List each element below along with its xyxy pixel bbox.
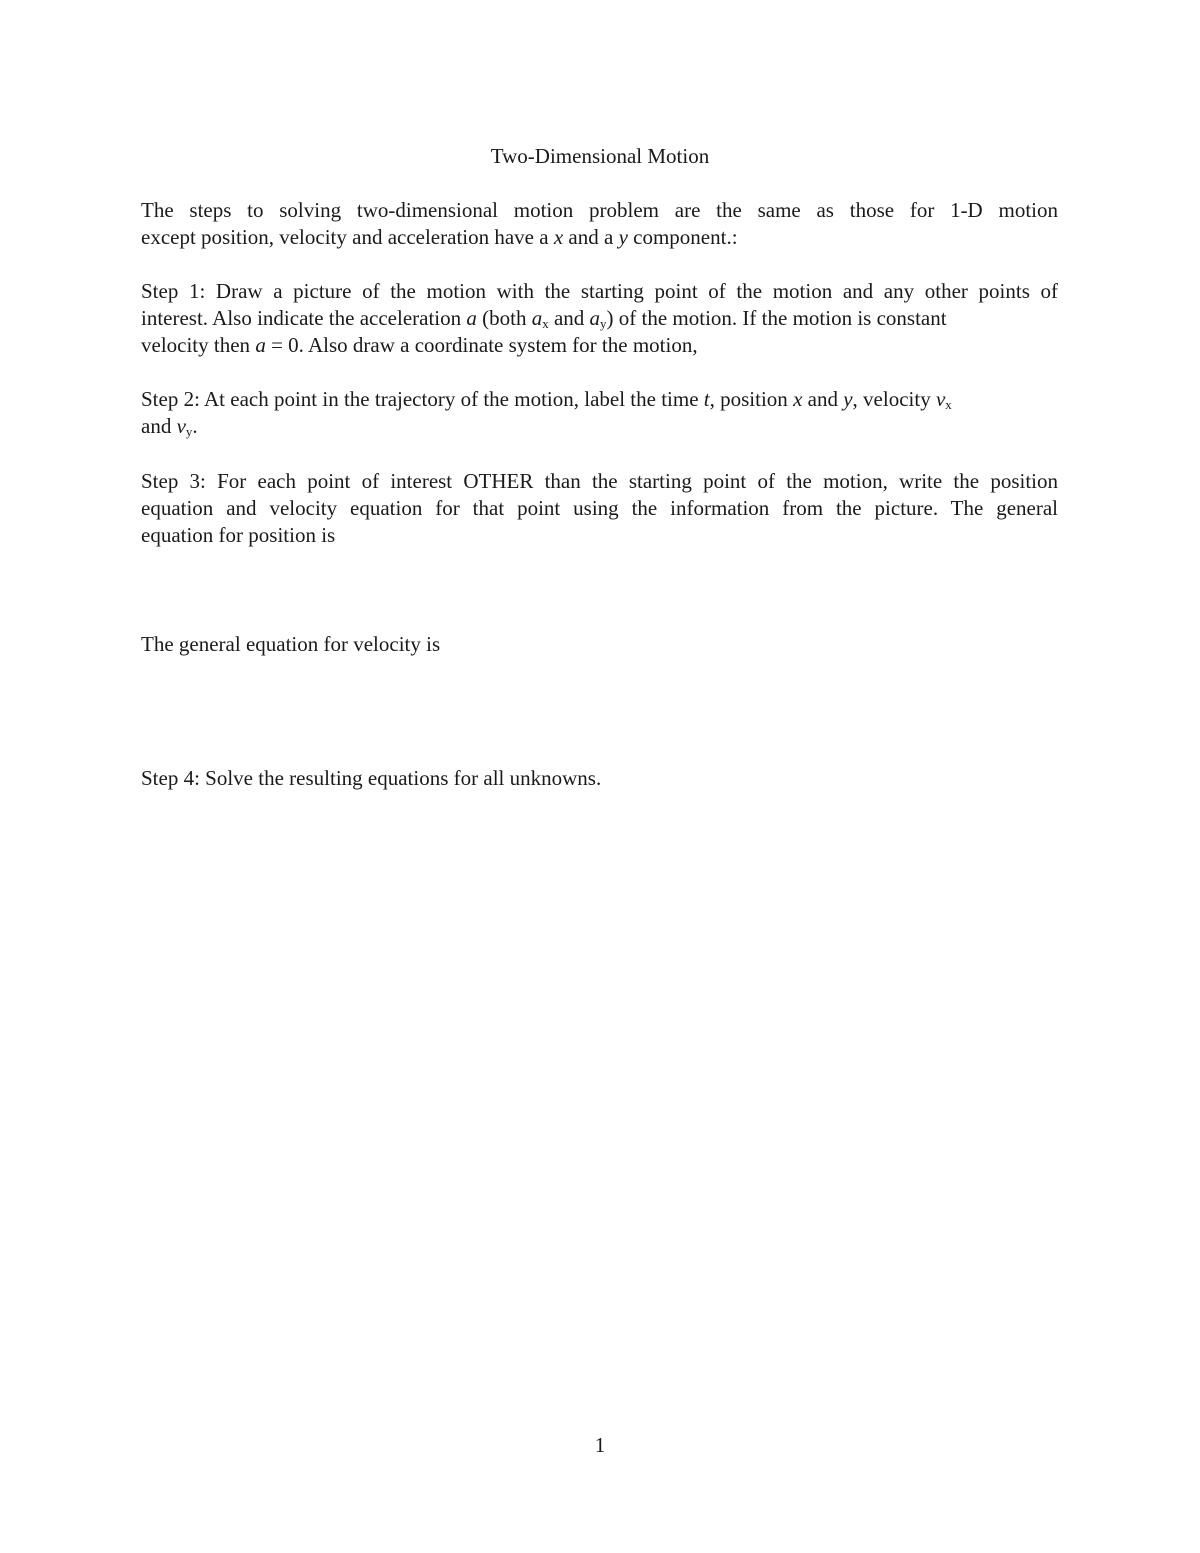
step1-text-c: and <box>548 306 590 330</box>
step2-var-y: y <box>843 387 853 411</box>
step2-var-vx: v <box>935 387 946 411</box>
step1-paragraph <box>141 278 1058 359</box>
step1-var-a: a <box>466 306 477 330</box>
intro-var-y: y <box>618 225 628 249</box>
velocity-paragraph <box>141 631 1058 658</box>
step2-line-2 <box>141 413 1058 440</box>
intro-text-c: component.: <box>627 225 738 249</box>
step2-text-a: Step 2: At each point in the trajectory of the motion, label the time <box>141 387 704 411</box>
document-title: Two-Dimensional Motion <box>490 144 710 168</box>
velocity-line: The general equation for velocity is <box>141 632 441 656</box>
step1-line-1: Step 1: Draw a picture of the motion with the starting point of the motion and any other points of <box>141 279 1058 303</box>
intro-text-a: except position, velocity and acceleration have a <box>141 225 554 249</box>
intro-line-1: The steps to solving two-dimensional motion problem are the same as those for 1-D motion <box>141 198 1058 222</box>
step2-text-b: , position <box>709 387 794 411</box>
step2-sub-x: x <box>945 397 952 412</box>
step2-text-e: and <box>141 414 177 438</box>
step1-text-b: (both <box>476 306 532 330</box>
intro-text-b: and a <box>563 225 619 249</box>
step3-line-2: equation and velocity equation for that point using the information from the picture. The general <box>141 496 1058 520</box>
step2-var-t: t <box>703 387 710 411</box>
step1-text-e: velocity then <box>141 333 256 357</box>
step1-sub-y: y <box>600 316 607 331</box>
step3-line-3: equation for position is <box>141 523 336 547</box>
step1-line-3 <box>141 332 1058 359</box>
step2-line-1 <box>141 386 1058 413</box>
step4-paragraph <box>141 765 1058 792</box>
step2-text-c: and <box>802 387 844 411</box>
intro-line-2 <box>141 224 1058 251</box>
step3-paragraph <box>141 468 1058 549</box>
step2-sub-y: y <box>185 424 193 439</box>
step1-text-a: interest. Also indicate the acceleration <box>141 306 467 330</box>
step2-var-x: x <box>793 387 803 411</box>
step2-var-vy: v <box>176 414 186 438</box>
page-number: 1 <box>594 1433 606 1457</box>
step1-var-ay: a <box>589 306 601 330</box>
step1-line-2 <box>141 305 1058 332</box>
step4-line: Step 4: Solve the resulting equations for all unknowns. <box>141 766 602 790</box>
step2-text-f: . <box>192 414 198 438</box>
step1-sub-x: x <box>542 316 549 331</box>
intro-var-x: x <box>553 225 564 249</box>
step3-line-1: Step 3: For each point of interest OTHER than the starting point of the motion, write the position <box>141 469 1058 493</box>
step1-var-ax: a <box>531 306 543 330</box>
intro-paragraph <box>141 197 1058 251</box>
step1-text-f: = 0. Also draw a coordinate system for the motion, <box>265 333 698 357</box>
step1-text-d: ) of the motion. If the motion is constant <box>606 306 947 330</box>
step2-text-d: , velocity <box>852 387 936 411</box>
step2-paragraph <box>141 386 1058 440</box>
step1-var-a2: a <box>255 333 266 357</box>
